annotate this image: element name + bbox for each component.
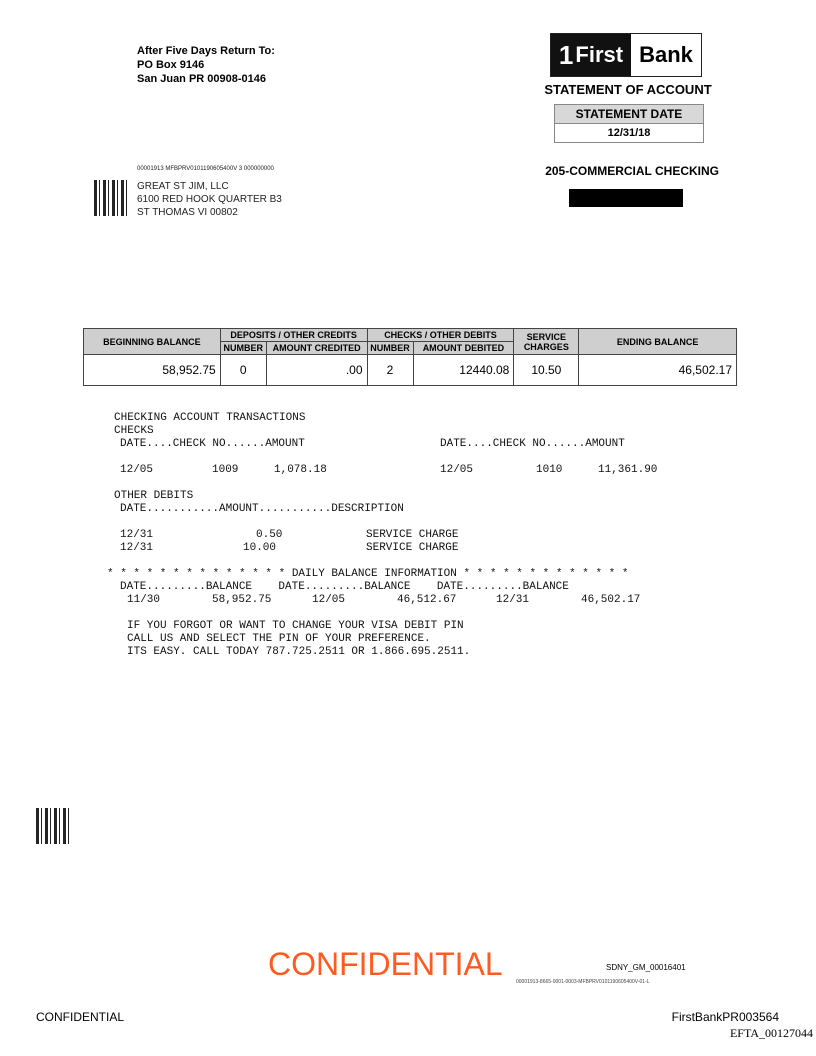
header-ending-balance: ENDING BALANCE [579, 329, 737, 355]
statement-date-label: STATEMENT DATE [555, 105, 703, 124]
mailing-name: GREAT ST JIM, LLC [137, 181, 229, 192]
header-deposits: DEPOSITS / OTHER CREDITS [220, 329, 367, 342]
header-amount-debited: AMOUNT DEBITED [413, 342, 514, 355]
notice-line-2: CALL US AND SELECT THE PIN OF YOUR PREFERENCE. [127, 633, 431, 645]
other-debits-label: OTHER DEBITS [114, 490, 194, 502]
header-deposit-number: NUMBER [220, 342, 266, 355]
value-ending-balance: 46,502.17 [579, 355, 737, 386]
daily-balance-header: DATE.........BALANCE DATE.........BALANCE DATE.........BALANCE [120, 581, 569, 593]
checks-label: CHECKS [114, 425, 154, 437]
check-amount: 1,078.18 [274, 464, 327, 476]
transactions-heading: CHECKING ACCOUNT TRANSACTIONS [114, 412, 306, 424]
logo-first-block [551, 34, 631, 76]
logo-first: First [575, 42, 624, 67]
return-address [137, 44, 275, 86]
mailing-code: 00001913 MFBPRV0101190605400V 3 000000000 [137, 166, 274, 172]
value-deposit-number: 0 [220, 355, 266, 386]
firstbank-bates: FirstBankPR003564 [671, 1010, 779, 1024]
document-code: 00001913-8665-0001-0003-MFBPRV0101190605400V-01-L [516, 979, 650, 985]
daily-date: 12/31 [496, 594, 530, 606]
debit-amount: 0.50 [256, 529, 283, 541]
mailing-street: 6100 RED HOOK QUARTER B3 [137, 194, 282, 205]
confidential-label: CONFIDENTIAL [36, 1010, 125, 1024]
logo-mark: 1 [558, 39, 574, 70]
debit-date: 12/31 [120, 542, 154, 554]
debit-description: SERVICE CHARGE [366, 529, 459, 541]
check-number: 1010 [536, 464, 563, 476]
header-beginning-balance: BEGINNING BALANCE [84, 329, 221, 355]
statement-date-value: 12/31/18 [607, 127, 651, 139]
value-amount-debited: 12440.08 [413, 355, 514, 386]
debit-description: SERVICE CHARGE [366, 542, 459, 554]
daily-balance: 46,512.67 [397, 594, 457, 606]
header-service-charges: SERVICE CHARGES [514, 329, 579, 355]
daily-balance: 46,502.17 [581, 594, 641, 606]
other-debits-header: DATE...........AMOUNT...........DESCRIPTION [120, 503, 404, 515]
barcode-icon [94, 180, 130, 216]
table-row [84, 355, 737, 386]
daily-balance: 58,952.75 [212, 594, 272, 606]
header-checks: CHECKS / OTHER DEBITS [367, 329, 514, 342]
value-amount-credited: .00 [266, 355, 367, 386]
check-date: 12/05 [120, 464, 154, 476]
value-service-charges: 10.50 [514, 355, 579, 386]
statement-title: STATEMENT OF ACCOUNT [544, 82, 712, 97]
check-date: 12/05 [440, 464, 474, 476]
value-beginning-balance: 58,952.75 [84, 355, 221, 386]
logo-bank: Bank [631, 34, 701, 76]
checks-header-right: DATE....CHECK NO......AMOUNT [440, 438, 625, 450]
debit-date: 12/31 [120, 529, 154, 541]
return-line-1: After Five Days Return To: [137, 45, 275, 57]
efta-number: EFTA_00127044 [729, 1026, 813, 1040]
header-check-number: NUMBER [367, 342, 413, 355]
value-check-number: 2 [367, 355, 413, 386]
return-line-3: San Juan PR 00908-0146 [137, 73, 267, 85]
notice-line-3: ITS EASY. CALL TODAY 787.725.2511 OR 1.866.695.2511. [127, 646, 471, 658]
firstbank-logo [550, 33, 702, 77]
mailing-address [137, 180, 282, 219]
check-number: 1009 [212, 464, 239, 476]
debit-amount: 10.00 [243, 542, 277, 554]
redaction-bar [569, 189, 683, 207]
checks-header-left: DATE....CHECK NO......AMOUNT [120, 438, 305, 450]
daily-date: 12/05 [312, 594, 346, 606]
return-line-2: PO Box 9146 [137, 59, 205, 71]
daily-date: 11/30 [127, 594, 161, 606]
mailing-city: ST THOMAS VI 00802 [137, 207, 238, 218]
header-amount-credited: AMOUNT CREDITED [266, 342, 367, 355]
account-type: 205-COMMERCIAL CHECKING [545, 164, 719, 178]
confidential-stamp: CONFIDENTIAL [268, 946, 503, 982]
daily-balance-title: * * * * * * * * * * * * * * DAILY BALANCE INFORMATION * * * * * * * * * * * * * [107, 568, 629, 580]
check-amount: 11,361.90 [598, 464, 658, 476]
statement-date-box [554, 104, 704, 143]
sdny-number: SDNY_GM_00016401 [606, 963, 686, 972]
barcode-icon [36, 808, 72, 844]
notice-line-1: IF YOU FORGOT OR WANT TO CHANGE YOUR VISA DEBIT PIN [127, 620, 464, 632]
balance-summary-table [83, 328, 737, 386]
